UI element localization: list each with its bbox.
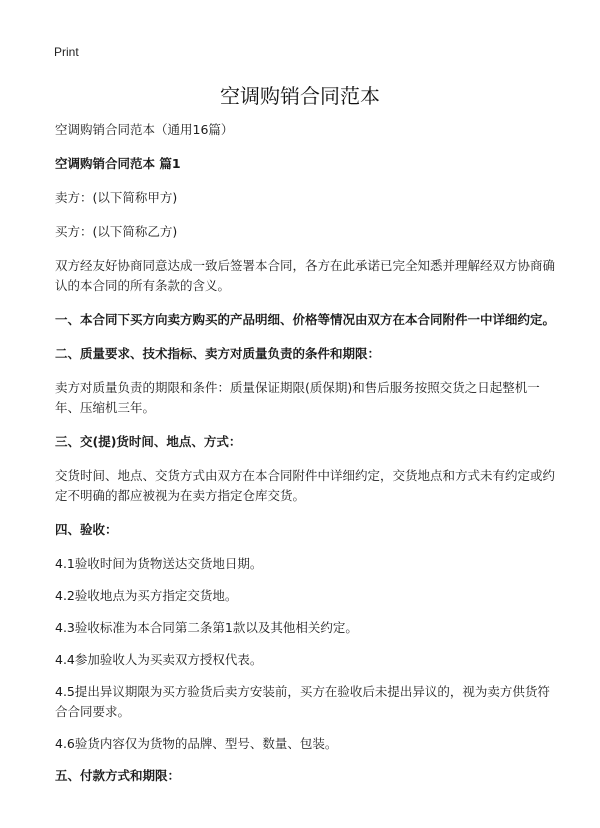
section-4-item: 4.2验收地点为买方指定交货地。: [55, 588, 238, 603]
section-2-body: 卖方对质量负责的期限和条件：质量保证期限(质保期)和售后服务按照交货之日起整机一年、压缩机三年。: [55, 380, 540, 415]
section-4-item: 4.6验货内容仅为货物的品牌、型号、数量、包装。: [55, 736, 338, 751]
article-heading: 空调购销合同范本 篇1: [55, 156, 181, 171]
section-4-heading: 四、验收：: [55, 522, 118, 537]
page-title: 空调购销合同范本: [220, 84, 380, 108]
document-subtitle: 空调购销合同范本（通用16篇）: [55, 122, 234, 137]
section-4-item: 4.1验收时间为货物送达交货地日期。: [55, 556, 263, 571]
document-body: [55, 120, 555, 800]
section-3-heading: 三、交(提)货时间、地点、方式：: [55, 434, 242, 449]
section-2-heading: 二、质量要求、技术指标、卖方对质量负责的条件和期限：: [55, 346, 381, 361]
section-1-heading: 一、本合同下买方向卖方购买的产品明细、价格等情况由双方在本合同附件一中详细约定。: [55, 312, 556, 327]
section-4-item: 4.4参加验收人为买卖双方授权代表。: [55, 652, 263, 667]
seller-line: 卖方：(以下简称甲方): [55, 190, 178, 205]
section-3-body: 交货时间、地点、交货方式由双方在本合同附件中详细约定，交货地点和方式未有约定或约定不明确的都应被视为在卖方指定仓库交货。: [55, 468, 556, 503]
section-4-item: 4.5提出异议期限为买方验货后卖方安装前，买方在验收后未提出异议的，视为卖方供货符合合同要求。: [55, 684, 550, 719]
buyer-line: 买方：(以下简称乙方): [55, 224, 178, 239]
intro-paragraph: 双方经友好协商同意达成一致后签署本合同，各方在此承诺已完全知悉并理解经双方协商确认的本合同的所有条款的含义。: [55, 258, 556, 293]
section-4-item: 4.3验收标准为本合同第二条第1款以及其他相关约定。: [55, 620, 358, 635]
print-link[interactable]: Print: [54, 45, 79, 59]
section-5-heading: 五、付款方式和期限：: [55, 768, 181, 783]
